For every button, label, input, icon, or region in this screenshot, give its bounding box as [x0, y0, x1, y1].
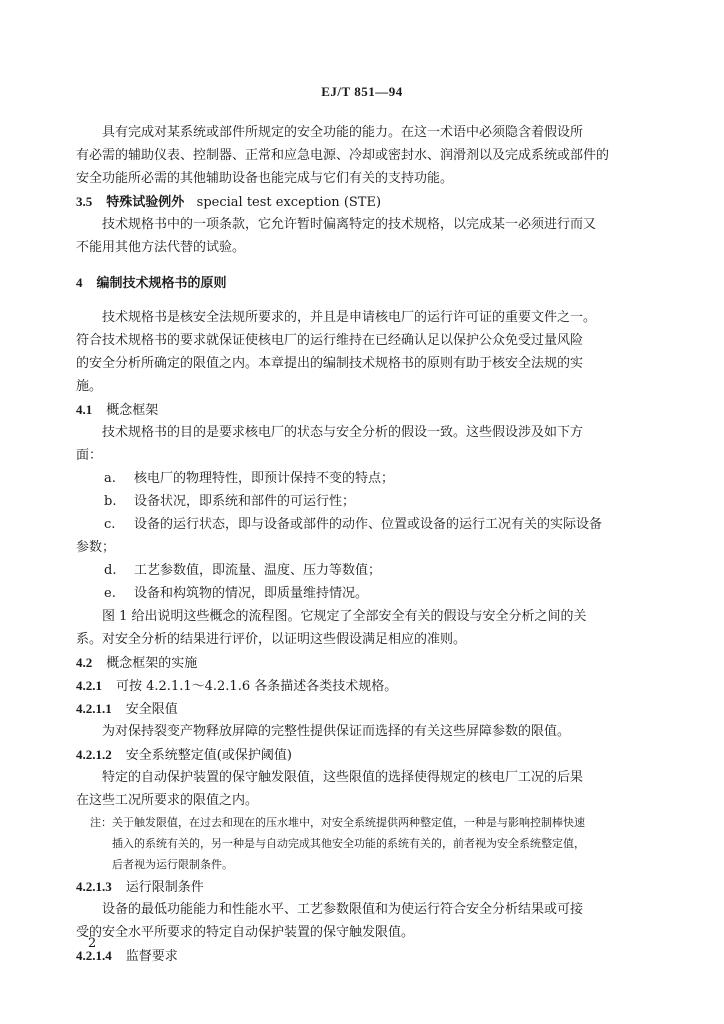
text-line: 特定的自动保护装置的保守触发限值，这些限值的选择使得规定的核电厂工况的后果	[102, 770, 584, 785]
list-item	[76, 582, 656, 605]
list-marker: a.	[104, 471, 116, 486]
text-line: 参数；	[76, 540, 116, 555]
list-item	[76, 490, 656, 513]
section-3-5-heading	[76, 190, 656, 213]
text-line: 技术规格书中的一项条款，它允许暂时偏离特定的技术规格，以完成某一必须进行而又	[102, 217, 597, 232]
section-4-1-heading	[76, 398, 656, 421]
text-line: 系。对安全分析的结果进行评价，以证明这些假设满足相应的准则。	[76, 632, 467, 647]
text-line: 面：	[76, 448, 103, 463]
document-header: EJ/T 851—94	[321, 84, 403, 99]
section-4-2-heading	[76, 651, 656, 674]
section-4-2-1-4-heading	[76, 944, 656, 967]
list-marker: d.	[104, 563, 117, 578]
section-4-2-1	[76, 674, 656, 697]
section-title-english: special test exception (STE)	[196, 195, 382, 210]
list-item-text: 设备状况，即系统和部件的可运行性；	[134, 494, 356, 509]
text-line: 在这些工况所要求的限值之内。	[76, 793, 259, 808]
note-line: 注：关于触发限值，在过去和现在的压水堆中，对安全系统提供两种整定值，一种是与影响控制棒快速	[90, 816, 585, 829]
section-number: 4	[76, 275, 83, 290]
text-line: 符合技术规格书的要求就保证使核电厂的运行维持在已经确认足以保护公众免受过量风险	[76, 333, 584, 348]
text-line: 的安全分析所确定的限值之内。本章提出的编制技术规格书的原则有助于核安全法规的实	[76, 356, 584, 371]
text-line: 施。	[76, 379, 103, 394]
section-number: 3.5	[76, 194, 93, 209]
note-line: 后者视为运行限制条件。	[112, 858, 233, 871]
section-4-2-1-3-heading	[76, 875, 656, 898]
section-title: 安全限值	[125, 702, 178, 717]
list-marker: c.	[104, 517, 116, 532]
text-line: 为对保持裂变产物释放屏障的完整性提供保证而选择的有关这些屏障参数的限值。	[102, 724, 571, 739]
text-line: 技术规格书的目的是要求核电厂的状态与安全分析的假设一致。这些假设涉及如下方	[102, 425, 584, 440]
section-number: 4.2	[76, 655, 93, 670]
section-title: 编制技术规格书的原则	[96, 276, 227, 291]
text-line: 具有完成对某系统或部件所规定的安全功能的能力。在这一术语中必须隐含着假设所	[102, 125, 584, 140]
text-line: 技术规格书是核安全法规所要求的，并且是申请核电厂的运行许可证的重要文件之一。	[102, 310, 597, 325]
text-line: 有必需的辅助仪表、控制器、正常和应急电源、冷却或密封水、润滑剂以及完成系统或部件的	[76, 148, 610, 163]
list-marker: b.	[104, 494, 117, 509]
section-number: 4.2.1	[76, 678, 102, 693]
section-title: 安全系统整定值(或保护阈值)	[125, 748, 292, 763]
text-line: 图 1 给出说明这些概念的流程图。它规定了全部安全有关的假设与安全分析之间的关	[102, 609, 587, 624]
section-title: 运行限制条件	[125, 880, 204, 895]
page-number: 2	[88, 936, 97, 951]
section-number: 4.2.1.3	[76, 879, 112, 894]
list-item-text: 工艺参数值，即流量、温度、压力等数值；	[134, 563, 382, 578]
section-title: 监督要求	[125, 949, 178, 964]
section-4-2-1-2-heading	[76, 743, 656, 766]
section-4-2-1-1-heading	[76, 697, 656, 720]
text-line: 设备的最低功能能力和性能水平、工艺参数限值和为使运行符合安全分析结果或可接	[102, 902, 584, 917]
list-item	[76, 559, 656, 582]
section-4-heading	[76, 271, 656, 294]
list-item-text: 设备的运行状态，即与设备或部件的动作、位置或设备的运行工况有关的实际设备	[134, 517, 603, 532]
section-title: 概念框架的实施	[106, 656, 198, 671]
section-text: 可按 4.2.1.1～4.2.1.6 各条描述各类技术规格。	[116, 679, 398, 694]
section-number: 4.2.1.2	[76, 747, 112, 762]
list-marker: e.	[104, 586, 116, 601]
list-item-text: 设备和构筑物的情况，即质量维持情况。	[134, 586, 369, 601]
note-line: 插入的系统有关的，另一种是与自动完成其他安全功能的系统有关的，前者视为安全系统整定值，	[112, 837, 585, 850]
section-title: 特殊试验例外	[106, 195, 185, 210]
body-text	[76, 121, 656, 967]
section-number: 4.1	[76, 402, 93, 417]
section-number: 4.2.1.4	[76, 948, 112, 963]
section-number: 4.2.1.1	[76, 701, 112, 716]
list-item	[76, 467, 656, 490]
text-line: 安全功能所必需的其他辅助设备也能完成与它们有关的支持功能。	[76, 171, 454, 186]
text-line: 受的安全水平所要求的特定自动保护装置的保守触发限值。	[76, 925, 415, 940]
text-line: 不能用其他方法代替的试验。	[76, 240, 246, 255]
section-title: 概念框架	[106, 403, 159, 418]
list-item-text: 核电厂的物理特性，即预计保持不变的特点；	[134, 471, 395, 486]
list-item	[76, 513, 656, 536]
